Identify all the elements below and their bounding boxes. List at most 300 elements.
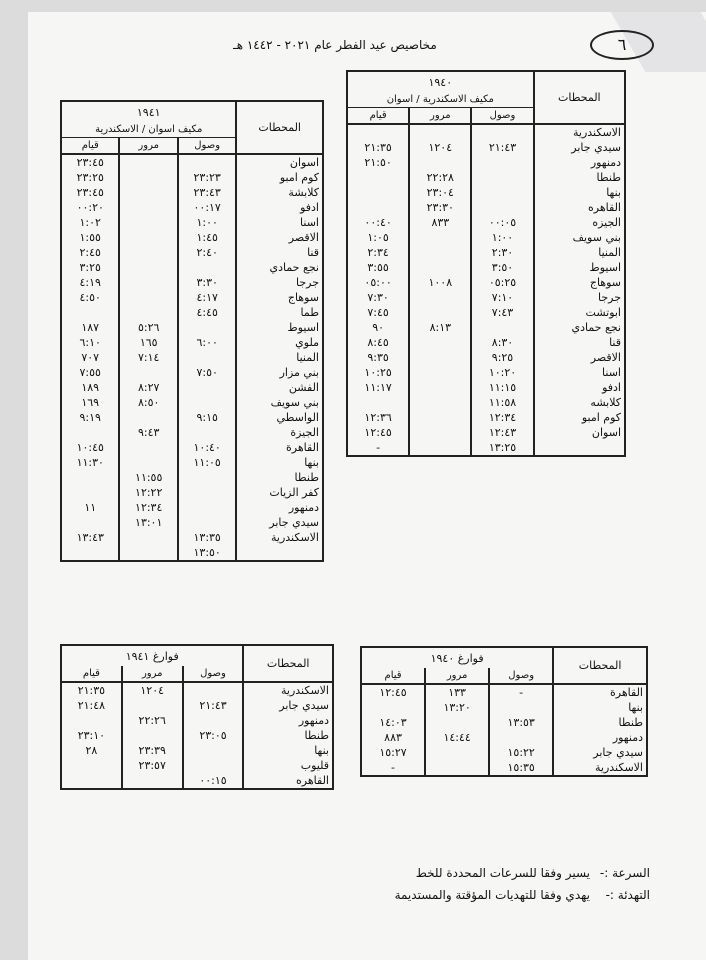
depart-time: ١:٠٥ bbox=[347, 230, 409, 245]
depart-time: ١٠:٤٥ bbox=[61, 440, 119, 455]
arrival-time bbox=[178, 425, 236, 440]
station-name: كوم امبو bbox=[236, 170, 323, 185]
arrival-time: ١٣:٥٣ bbox=[489, 715, 553, 730]
arrival-time: ١٠:٢٠ bbox=[471, 365, 533, 380]
station-name: القاهره bbox=[243, 773, 333, 789]
pass-time bbox=[425, 745, 489, 760]
pass-time bbox=[119, 290, 177, 305]
arrival-time: ١٣:٣٥ bbox=[178, 530, 236, 545]
station-name: طنطا bbox=[553, 715, 647, 730]
table-row bbox=[61, 682, 333, 698]
pass-header: مرور bbox=[119, 138, 177, 155]
depart-time: ١:٥٥ bbox=[61, 230, 119, 245]
depart-time: ١٤:٠٣ bbox=[361, 715, 425, 730]
pass-time bbox=[409, 440, 471, 456]
arrival-time: ٤:١٧ bbox=[178, 290, 236, 305]
depart-time: ١٦٩ bbox=[61, 395, 119, 410]
station-name: بني مزار bbox=[236, 365, 323, 380]
table-row bbox=[61, 470, 323, 485]
pass-time bbox=[409, 260, 471, 275]
table-row bbox=[61, 185, 323, 200]
arrival-header: وصول bbox=[489, 668, 553, 684]
table-row bbox=[61, 410, 323, 425]
pass-time bbox=[409, 155, 471, 170]
page-title: مخاصيص عيد الفطر عام ٢٠٢١ - ١٤٤٢ هـ bbox=[233, 38, 437, 52]
pass-time bbox=[409, 425, 471, 440]
pass-time: ١٤:٤٤ bbox=[425, 730, 489, 745]
arrival-time: ٠٠:١٧ bbox=[178, 200, 236, 215]
pass-time bbox=[425, 760, 489, 776]
arrival-time bbox=[178, 260, 236, 275]
table-row bbox=[61, 545, 323, 561]
arrival-time: ١٣:٥٠ bbox=[178, 545, 236, 561]
pass-time bbox=[119, 154, 177, 170]
pass-time: ٢٣:٣٠ bbox=[409, 200, 471, 215]
arrival-time bbox=[178, 350, 236, 365]
depart-time: ٧٠٧ bbox=[61, 350, 119, 365]
pass-time: ١١:٥٥ bbox=[119, 470, 177, 485]
table-row bbox=[347, 395, 625, 410]
depart-time bbox=[347, 200, 409, 215]
note-speed-text: يسير وفقا للسرعات المحددة للخط bbox=[415, 866, 590, 880]
table-row bbox=[347, 155, 625, 170]
pass-header: مرور bbox=[122, 666, 183, 682]
header-row bbox=[61, 645, 333, 666]
table-row bbox=[61, 290, 323, 305]
arrival-time: ١٢:٣٤ bbox=[471, 410, 533, 425]
depart-time: ١١:٣٠ bbox=[61, 455, 119, 470]
arrival-time: ٠٠:١٥ bbox=[183, 773, 244, 789]
table-row bbox=[61, 154, 323, 170]
depart-time bbox=[61, 773, 122, 789]
depart-time: ٢٣:٢٥ bbox=[61, 170, 119, 185]
table-row bbox=[61, 170, 323, 185]
depart-time: ٢٨ bbox=[61, 743, 122, 758]
pass-time bbox=[409, 395, 471, 410]
arrival-time: ٢١:٤٣ bbox=[183, 698, 244, 713]
table-row bbox=[61, 245, 323, 260]
table-row bbox=[61, 200, 323, 215]
depart-time bbox=[361, 700, 425, 715]
table-row bbox=[61, 425, 323, 440]
station-name: سيدي جابر bbox=[534, 140, 625, 155]
table-row bbox=[61, 698, 333, 713]
timetable-1941 bbox=[60, 100, 324, 562]
table-row bbox=[347, 200, 625, 215]
arrival-time bbox=[178, 320, 236, 335]
arrival-time: ٢:٣٠ bbox=[471, 245, 533, 260]
arrival-time bbox=[183, 682, 244, 698]
station-name: قنا bbox=[534, 335, 625, 350]
table-row bbox=[61, 728, 333, 743]
table-row bbox=[61, 773, 333, 789]
station-name: القاهرة bbox=[553, 684, 647, 700]
arrival-time: ١٠:٤٠ bbox=[178, 440, 236, 455]
timetable-1940 bbox=[346, 70, 626, 457]
table-row bbox=[347, 124, 625, 140]
station-name: دمنهور bbox=[236, 500, 323, 515]
pass-time bbox=[122, 728, 183, 743]
arrival-time: - bbox=[489, 684, 553, 700]
table-row bbox=[361, 760, 647, 776]
table-row bbox=[347, 230, 625, 245]
table-row bbox=[61, 455, 323, 470]
depart-time bbox=[61, 305, 119, 320]
service-name: مكيف اسوان / الاسكندرية bbox=[61, 122, 236, 138]
pass-time bbox=[119, 305, 177, 320]
arrival-time bbox=[178, 395, 236, 410]
station-name: طنطا bbox=[243, 728, 333, 743]
pass-time: ٢٣:٥٧ bbox=[122, 758, 183, 773]
depart-time: ١:٠٢ bbox=[61, 215, 119, 230]
header-row bbox=[347, 71, 625, 92]
arrival-header: وصول bbox=[183, 666, 244, 682]
station-name: اسيوط bbox=[236, 320, 323, 335]
pass-time: ٢٢:٢٦ bbox=[122, 713, 183, 728]
station-name bbox=[236, 545, 323, 561]
page-number: ٦ bbox=[590, 30, 654, 60]
depart-time: ١١ bbox=[61, 500, 119, 515]
station-name: سيدي جابر bbox=[236, 515, 323, 530]
pass-time: ٨:٢٧ bbox=[119, 380, 177, 395]
depart-time bbox=[61, 425, 119, 440]
depart-time: ١٢:٤٥ bbox=[361, 684, 425, 700]
table-row bbox=[61, 743, 333, 758]
table-row bbox=[361, 700, 647, 715]
depart-time: ٧:٤٥ bbox=[347, 305, 409, 320]
depart-time: ٢٣:١٠ bbox=[61, 728, 122, 743]
depart-time: ٨٨٣ bbox=[361, 730, 425, 745]
station-name: بنها bbox=[534, 185, 625, 200]
station-name: نجع حمادي bbox=[534, 320, 625, 335]
arrival-time bbox=[183, 758, 244, 773]
pass-time: ٨:٥٠ bbox=[119, 395, 177, 410]
station-name: الاقصر bbox=[236, 230, 323, 245]
depart-time: ٢١:٤٨ bbox=[61, 698, 122, 713]
arrival-time: ٢١:٤٣ bbox=[471, 140, 533, 155]
depart-time: ١٠:٢٥ bbox=[347, 365, 409, 380]
depart-time: ٩:١٩ bbox=[61, 410, 119, 425]
station-name: طما bbox=[236, 305, 323, 320]
depart-time: ٢١:٥٠ bbox=[347, 155, 409, 170]
pass-time bbox=[409, 365, 471, 380]
depart-time: ٨:٤٥ bbox=[347, 335, 409, 350]
pass-time: ٨:١٣ bbox=[409, 320, 471, 335]
station-name: الاسكندرية bbox=[553, 760, 647, 776]
table-row bbox=[347, 305, 625, 320]
arrival-header: وصول bbox=[471, 108, 533, 125]
depart-time: ٢١:٣٥ bbox=[347, 140, 409, 155]
table-row bbox=[361, 730, 647, 745]
arrival-time bbox=[471, 170, 533, 185]
arrival-time: ٢٣:٠٥ bbox=[183, 728, 244, 743]
stations-header: المحطات bbox=[553, 647, 647, 684]
pass-time bbox=[409, 245, 471, 260]
table-row bbox=[347, 410, 625, 425]
station-name: سوهاج bbox=[534, 275, 625, 290]
depart-header: قيام bbox=[61, 138, 119, 155]
station-name: الجيزه bbox=[534, 215, 625, 230]
train-number: فوارغ ١٩٤١ bbox=[61, 645, 243, 666]
table-row bbox=[61, 380, 323, 395]
station-name: كلابشه bbox=[534, 395, 625, 410]
pass-time bbox=[122, 698, 183, 713]
station-name: الواسطي bbox=[236, 410, 323, 425]
station-name: اسنا bbox=[236, 215, 323, 230]
arrival-time: ٧:١٠ bbox=[471, 290, 533, 305]
pass-time bbox=[119, 455, 177, 470]
station-name: طنطا bbox=[534, 170, 625, 185]
station-name: اسوان bbox=[236, 154, 323, 170]
station-name: بنها bbox=[243, 743, 333, 758]
arrival-time bbox=[178, 485, 236, 500]
arrival-time bbox=[471, 200, 533, 215]
table-row bbox=[347, 290, 625, 305]
table-row bbox=[61, 350, 323, 365]
stations-header: المحطات bbox=[534, 71, 625, 124]
table-row bbox=[361, 745, 647, 760]
depart-time bbox=[347, 170, 409, 185]
arrival-time bbox=[183, 713, 244, 728]
depart-time: - bbox=[347, 440, 409, 456]
pass-time bbox=[119, 545, 177, 561]
table-row bbox=[61, 335, 323, 350]
arrival-time: ١٥:٣٥ bbox=[489, 760, 553, 776]
arrival-time: ١١:٠٥ bbox=[178, 455, 236, 470]
arrival-time bbox=[489, 730, 553, 745]
table-row bbox=[347, 320, 625, 335]
pass-time bbox=[409, 305, 471, 320]
pass-time: ١٢٠٤ bbox=[409, 140, 471, 155]
station-name: قليوب bbox=[243, 758, 333, 773]
pass-time bbox=[119, 230, 177, 245]
arrival-time: ٤:٤٥ bbox=[178, 305, 236, 320]
pass-time: ٧:١٤ bbox=[119, 350, 177, 365]
pass-time: ١٦٥ bbox=[119, 335, 177, 350]
pass-time bbox=[119, 275, 177, 290]
pass-time bbox=[119, 245, 177, 260]
table-row bbox=[61, 440, 323, 455]
depart-header: قيام bbox=[347, 108, 409, 125]
station-name: ملوي bbox=[236, 335, 323, 350]
note-calming-label: التهدئة :- bbox=[605, 888, 650, 902]
station-name: طنطا bbox=[236, 470, 323, 485]
station-name: القاهرة bbox=[236, 440, 323, 455]
pass-time bbox=[119, 365, 177, 380]
depart-time: ٤:١٩ bbox=[61, 275, 119, 290]
pass-time: ٥:٢٦ bbox=[119, 320, 177, 335]
arrival-time: ٠٥:٢٥ bbox=[471, 275, 533, 290]
station-name: جرجا bbox=[534, 290, 625, 305]
table-row bbox=[61, 758, 333, 773]
arrival-time bbox=[178, 470, 236, 485]
depart-time: ٢٣:٤٥ bbox=[61, 185, 119, 200]
depart-time bbox=[347, 185, 409, 200]
table-row bbox=[61, 530, 323, 545]
pass-time bbox=[409, 230, 471, 245]
service-name: مكيف الاسكندرية / اسوان bbox=[347, 92, 534, 108]
table-row bbox=[61, 305, 323, 320]
station-name: الاقصر bbox=[534, 350, 625, 365]
pass-time bbox=[409, 290, 471, 305]
pass-time bbox=[122, 773, 183, 789]
station-name: القاهره bbox=[534, 200, 625, 215]
pass-time: ١٢٠٤ bbox=[122, 682, 183, 698]
arrival-time: ١١:١٥ bbox=[471, 380, 533, 395]
station-name: كوم امبو bbox=[534, 410, 625, 425]
pass-time bbox=[119, 215, 177, 230]
station-name bbox=[534, 440, 625, 456]
depart-time: ٢:٤٥ bbox=[61, 245, 119, 260]
table-row bbox=[361, 684, 647, 700]
table-row bbox=[61, 713, 333, 728]
arrival-time: ١١:٥٨ bbox=[471, 395, 533, 410]
station-name: ادفو bbox=[534, 380, 625, 395]
table-row bbox=[61, 485, 323, 500]
depart-time: ٩٠ bbox=[347, 320, 409, 335]
station-name: المنيا bbox=[236, 350, 323, 365]
arrival-time: ١٣:٢٥ bbox=[471, 440, 533, 456]
arrival-time: ١٥:٢٢ bbox=[489, 745, 553, 760]
station-name: سيدي جابر bbox=[553, 745, 647, 760]
table-row bbox=[347, 380, 625, 395]
pass-time: ٩:٤٣ bbox=[119, 425, 177, 440]
arrival-time: ١٢:٤٣ bbox=[471, 425, 533, 440]
note-calming bbox=[330, 888, 650, 902]
pass-time: ١٢:٢٢ bbox=[119, 485, 177, 500]
depart-time: ٢١:٣٥ bbox=[61, 682, 122, 698]
depart-time: ٦:١٠ bbox=[61, 335, 119, 350]
arrival-time: ١:٠٠ bbox=[178, 215, 236, 230]
arrival-time: ٣:٣٠ bbox=[178, 275, 236, 290]
header-row bbox=[61, 101, 323, 122]
notes bbox=[330, 866, 650, 910]
station-name: ابوتشت bbox=[534, 305, 625, 320]
arrival-time bbox=[489, 700, 553, 715]
station-name: الجيزة bbox=[236, 425, 323, 440]
station-name: اسنا bbox=[534, 365, 625, 380]
pass-time bbox=[425, 715, 489, 730]
pass-time bbox=[409, 335, 471, 350]
table-row bbox=[347, 440, 625, 456]
station-name: اسيوط bbox=[534, 260, 625, 275]
station-name: اسوان bbox=[534, 425, 625, 440]
table-row bbox=[347, 245, 625, 260]
depart-time: ١٣:٤٣ bbox=[61, 530, 119, 545]
table-row bbox=[361, 715, 647, 730]
pass-header: مرور bbox=[409, 108, 471, 125]
depart-time: ٠٠:٢٠ bbox=[61, 200, 119, 215]
depart-time: ٧:٥٥ bbox=[61, 365, 119, 380]
timetable-empty-1940 bbox=[360, 646, 648, 777]
depart-time bbox=[61, 485, 119, 500]
pass-header: مرور bbox=[425, 668, 489, 684]
depart-time: ١٨٩ bbox=[61, 380, 119, 395]
depart-time: ٣:٥٥ bbox=[347, 260, 409, 275]
table-row bbox=[347, 275, 625, 290]
pass-time: ١٣:٢٠ bbox=[425, 700, 489, 715]
arrival-time: ٦:٠٠ bbox=[178, 335, 236, 350]
note-speed-label: السرعة :- bbox=[599, 866, 650, 880]
arrival-time: ٧:٤٣ bbox=[471, 305, 533, 320]
table-row bbox=[61, 230, 323, 245]
table-row bbox=[347, 350, 625, 365]
table-row bbox=[347, 140, 625, 155]
arrival-time bbox=[178, 500, 236, 515]
depart-time bbox=[61, 515, 119, 530]
station-name: الاسكندرية bbox=[243, 682, 333, 698]
table-row bbox=[347, 215, 625, 230]
station-name: ادفو bbox=[236, 200, 323, 215]
arrival-time bbox=[471, 185, 533, 200]
depart-time bbox=[61, 713, 122, 728]
station-name: بني سويف bbox=[534, 230, 625, 245]
arrival-time: ٩:٢٥ bbox=[471, 350, 533, 365]
pass-time bbox=[119, 440, 177, 455]
depart-time bbox=[61, 545, 119, 561]
station-name: بني سويف bbox=[236, 395, 323, 410]
depart-time: ٢:٣٤ bbox=[347, 245, 409, 260]
table-row bbox=[61, 515, 323, 530]
station-name: المنيا bbox=[534, 245, 625, 260]
arrival-time: ٧:٥٠ bbox=[178, 365, 236, 380]
header-row bbox=[361, 647, 647, 668]
arrival-time bbox=[178, 154, 236, 170]
station-name: بنها bbox=[553, 700, 647, 715]
train-number: ١٩٤٠ bbox=[347, 71, 534, 92]
station-name: قنا bbox=[236, 245, 323, 260]
table-row bbox=[61, 275, 323, 290]
arrival-time bbox=[471, 320, 533, 335]
table-row bbox=[61, 260, 323, 275]
pass-time bbox=[119, 410, 177, 425]
depart-time: ٢٣:٤٥ bbox=[61, 154, 119, 170]
table-row bbox=[61, 500, 323, 515]
station-name: نجع حمادي bbox=[236, 260, 323, 275]
station-name: بنها bbox=[236, 455, 323, 470]
depart-time bbox=[347, 124, 409, 140]
pass-time bbox=[119, 260, 177, 275]
depart-time: ٣:٢٥ bbox=[61, 260, 119, 275]
table-row bbox=[61, 320, 323, 335]
arrival-time: ١:٠٠ bbox=[471, 230, 533, 245]
pass-time bbox=[119, 200, 177, 215]
depart-time: ١٥:٢٧ bbox=[361, 745, 425, 760]
table-row bbox=[347, 365, 625, 380]
pass-time bbox=[409, 410, 471, 425]
depart-time bbox=[61, 758, 122, 773]
station-name: سوهاج bbox=[236, 290, 323, 305]
note-calming-text: يهدي وفقا للتهديات المؤقتة والمستديمة bbox=[394, 888, 590, 902]
arrival-time: ٣:٥٠ bbox=[471, 260, 533, 275]
pass-time: ١٢:٣٤ bbox=[119, 500, 177, 515]
station-name: دمنهور bbox=[243, 713, 333, 728]
stations-header: المحطات bbox=[236, 101, 323, 154]
depart-time: ٠٥:٠٠ bbox=[347, 275, 409, 290]
arrival-time bbox=[178, 380, 236, 395]
stations-header: المحطات bbox=[243, 645, 333, 682]
pass-time bbox=[119, 170, 177, 185]
arrival-time: ٢٣:٤٣ bbox=[178, 185, 236, 200]
station-name: دمنهور bbox=[553, 730, 647, 745]
station-name: الاسكندرية bbox=[534, 124, 625, 140]
station-name: دمنهور bbox=[534, 155, 625, 170]
note-speed bbox=[330, 866, 650, 880]
arrival-time bbox=[471, 155, 533, 170]
table-row bbox=[347, 335, 625, 350]
arrival-time bbox=[178, 515, 236, 530]
pass-time: ٨٣٣ bbox=[409, 215, 471, 230]
